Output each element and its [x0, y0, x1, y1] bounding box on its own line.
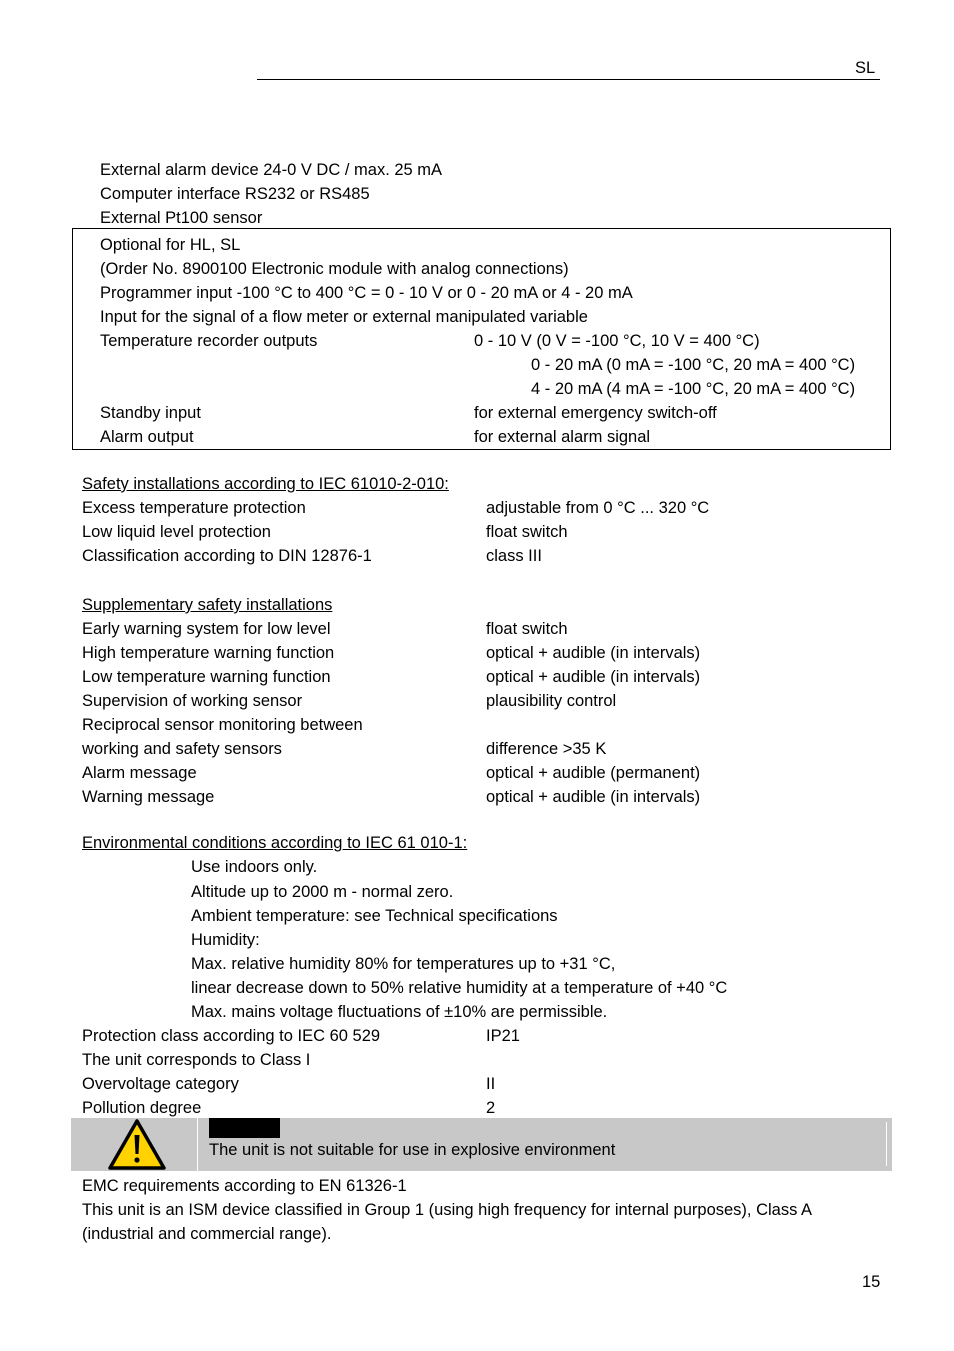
recorder-value: 0 - 10 V (0 V = -100 °C, 10 V = 400 °C) — [474, 332, 760, 350]
warning-label-bar — [209, 1118, 280, 1138]
environment-line: Max. relative humidity 80% for temperatures up to +31 °C, — [191, 955, 616, 973]
environment-label: Pollution degree — [82, 1099, 202, 1117]
emc-line: This unit is an ISM device classified in Group 1 (using high frequency for internal purposes), Class A — [82, 1201, 813, 1219]
environment-label: Protection class according to IEC 60 529 — [82, 1027, 381, 1045]
warning-text: The unit is not suitable for use in explosive environment — [209, 1141, 616, 1159]
environment-label: The unit corresponds to Class I — [82, 1051, 311, 1069]
supplementary-value: optical + audible (in intervals) — [486, 668, 701, 686]
environment-heading: Environmental conditions according to IEC 61 010-1: — [82, 834, 468, 852]
optional-line: Input for the signal of a flow meter or external manipulated variable — [100, 308, 588, 326]
supplementary-label: Early warning system for low level — [82, 620, 331, 638]
safety-label: Classification according to DIN 12876-1 — [82, 547, 372, 565]
safety-value: float switch — [486, 523, 568, 541]
emc-line: (industrial and commercial range). — [82, 1225, 332, 1243]
standby-value: for external emergency switch-off — [474, 404, 717, 422]
optional-line: Optional for HL, SL — [100, 236, 241, 254]
warning-divider — [197, 1118, 198, 1171]
environment-line: Ambient temperature: see Technical specifications — [191, 907, 558, 925]
safety-value: class III — [486, 547, 542, 565]
environment-label: Overvoltage category — [82, 1075, 239, 1093]
supplementary-value: optical + audible (in intervals) — [486, 788, 701, 806]
supplementary-value: float switch — [486, 620, 568, 638]
recorder-label: Temperature recorder outputs — [100, 332, 318, 350]
environment-value: 2 — [486, 1099, 496, 1117]
safety-value: adjustable from 0 °C ... 320 °C — [486, 499, 710, 517]
header-model: SL — [855, 59, 876, 77]
supplementary-label: Supervision of working sensor — [82, 692, 303, 710]
environment-line: linear decrease down to 50% relative humidity at a temperature of +40 °C — [191, 979, 728, 997]
supplementary-label: Alarm message — [82, 764, 197, 782]
warning-banner — [71, 1118, 892, 1171]
supplementary-value: plausibility control — [486, 692, 617, 710]
environment-value: IP21 — [486, 1027, 520, 1045]
supplementary-label: working and safety sensors — [82, 740, 282, 758]
supplementary-value: optical + audible (in intervals) — [486, 644, 701, 662]
warning-triangle-icon — [107, 1118, 167, 1171]
page-number: 15 — [862, 1273, 881, 1291]
environment-value: II — [486, 1075, 496, 1093]
supplementary-label: Reciprocal sensor monitoring between — [82, 716, 363, 734]
alarm-output-label: Alarm output — [100, 428, 194, 446]
recorder-value: 4 - 20 mA (4 mA = -100 °C, 20 mA = 400 °C) — [531, 380, 856, 398]
optional-line: Programmer input -100 °C to 400 °C = 0 - 10 V or 0 - 20 mA or 4 - 20 mA — [100, 284, 633, 302]
supplementary-label: High temperature warning function — [82, 644, 335, 662]
recorder-value: 0 - 20 mA (0 mA = -100 °C, 20 mA = 400 °C) — [531, 356, 856, 374]
environment-line: Max. mains voltage fluctuations of ±10% are permissible. — [191, 1003, 608, 1021]
environment-line: Humidity: — [191, 931, 260, 949]
supplementary-label: Warning message — [82, 788, 215, 806]
output-line: Computer interface RS232 or RS485 — [100, 185, 370, 203]
warning-edge — [886, 1122, 887, 1166]
emc-line: EMC requirements according to EN 61326-1 — [82, 1177, 407, 1195]
header-rule — [257, 79, 880, 80]
output-line: External alarm device 24-0 V DC / max. 25 mA — [100, 161, 443, 179]
environment-line: Altitude up to 2000 m - normal zero. — [191, 883, 454, 901]
supplementary-value: difference >35 K — [486, 740, 607, 758]
safety-label: Excess temperature protection — [82, 499, 306, 517]
supplementary-value: optical + audible (permanent) — [486, 764, 701, 782]
supplementary-label: Low temperature warning function — [82, 668, 331, 686]
standby-label: Standby input — [100, 404, 201, 422]
supplementary-heading: Supplementary safety installations — [82, 596, 333, 614]
safety-label: Low liquid level protection — [82, 523, 271, 541]
environment-line: Use indoors only. — [191, 858, 318, 876]
alarm-output-value: for external alarm signal — [474, 428, 651, 446]
output-line: External Pt100 sensor — [100, 209, 263, 227]
optional-line: (Order No. 8900100 Electronic module with analog connections) — [100, 260, 569, 278]
safety-heading: Safety installations according to IEC 61010-2-010: — [82, 475, 449, 493]
